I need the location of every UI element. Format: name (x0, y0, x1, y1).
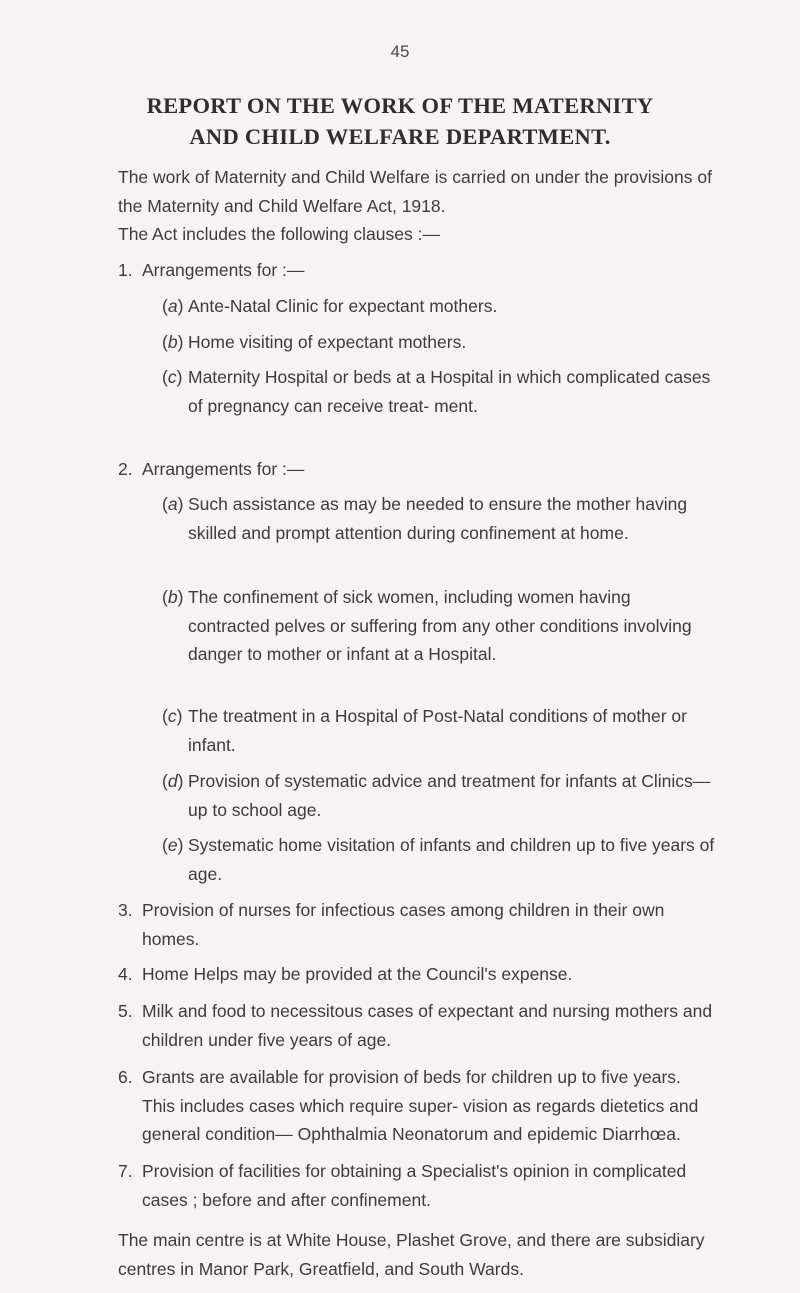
list-item-4 (118, 960, 718, 989)
sub-item-label: (a) (162, 296, 184, 316)
list-item-text: Provision of nurses for infectious cases among children in their own homes. (142, 900, 665, 949)
title-line-2: AND CHILD WELFARE DEPARTMENT. (189, 124, 611, 149)
sub-item-1c (162, 363, 717, 420)
sub-item-text: The treatment in a Hospital of Post-Natal conditions of mother or infant. (188, 706, 687, 755)
list-item-5 (118, 997, 718, 1054)
sub-item-label: (b) (162, 332, 184, 352)
list-item-7 (118, 1157, 718, 1214)
sub-item-2a (162, 490, 717, 547)
sub-item-2d (162, 767, 717, 824)
list-item-text: Home Helps may be provided at the Council's expense. (142, 964, 573, 984)
list-item-2 (118, 455, 718, 484)
list-item-text: Arrangements for :— (142, 260, 305, 280)
page-title (60, 90, 740, 152)
sub-item-label: (d) (162, 771, 184, 791)
sub-item-text: Systematic home visitation of infants and children up to five years of age. (188, 835, 715, 884)
sub-item-label: (c) (162, 367, 183, 387)
closing-paragraph: The main centre is at White House, Plashet Grove, and there are subsidiary centres in Manor Park, Greatfield, and South Wards. (118, 1230, 705, 1279)
sub-item-2e (162, 831, 717, 888)
list-item-number: 5. (118, 1001, 133, 1021)
list-item-number: 4. (118, 964, 133, 984)
sub-item-label: (c) (162, 706, 183, 726)
list-item-number: 6. (118, 1067, 133, 1087)
sub-item-label: (e) (162, 835, 184, 855)
intro-paragraph: The work of Maternity and Child Welfare is carried on under the provisions of the Maternity and Child Welfare Act, 1918. (118, 167, 712, 216)
sub-item-2c (162, 702, 717, 759)
sub-item-2b (162, 583, 717, 669)
sub-item-1a (162, 292, 717, 321)
sub-item-text: Maternity Hospital or beds at a Hospital in which complicated cases of pregnancy can receive treat- ment. (188, 367, 711, 416)
list-item-text: Milk and food to necessitous cases of expectant and nursing mothers and children under five years of age. (142, 1001, 713, 1050)
clauses-intro: The Act includes the following clauses :— (118, 224, 440, 244)
list-item-number: 3. (118, 900, 133, 920)
list-item-number: 2. (118, 459, 133, 479)
title-line-1: REPORT ON THE WORK OF THE MATERNITY (146, 93, 654, 118)
list-item-text: Grants are available for provision of beds for children up to five years. This includes cases which require super- vision as regards dietetics and general condition— Ophthalmia Neonatorum and epidemic Diarrhœa. (142, 1067, 699, 1144)
sub-item-label: (a) (162, 494, 184, 514)
sub-item-text: The confinement of sick women, including women having contracted pelves or suffering from any other conditions involving danger to mother or infant at a Hospital. (188, 587, 692, 664)
list-item-3 (118, 896, 718, 953)
list-item-1 (118, 256, 718, 285)
list-item-6 (118, 1063, 718, 1149)
sub-item-text: Ante-Natal Clinic for expectant mothers. (188, 296, 498, 316)
page-number: 45 (390, 42, 410, 61)
sub-item-text: Such assistance as may be needed to ensure the mother having skilled and prompt attention during confinement at home. (188, 494, 688, 543)
sub-item-text: Provision of systematic advice and treatment for infants at Clinics—up to school age. (188, 771, 711, 820)
list-item-text: Provision of facilities for obtaining a Specialist's opinion in complicated cases ; before and after confinement. (142, 1161, 687, 1210)
sub-item-label: (b) (162, 587, 184, 607)
list-item-number: 1. (118, 260, 133, 280)
sub-item-text: Home visiting of expectant mothers. (188, 332, 467, 352)
list-item-number: 7. (118, 1161, 133, 1181)
sub-item-1b (162, 328, 717, 357)
list-item-text: Arrangements for :— (142, 459, 305, 479)
